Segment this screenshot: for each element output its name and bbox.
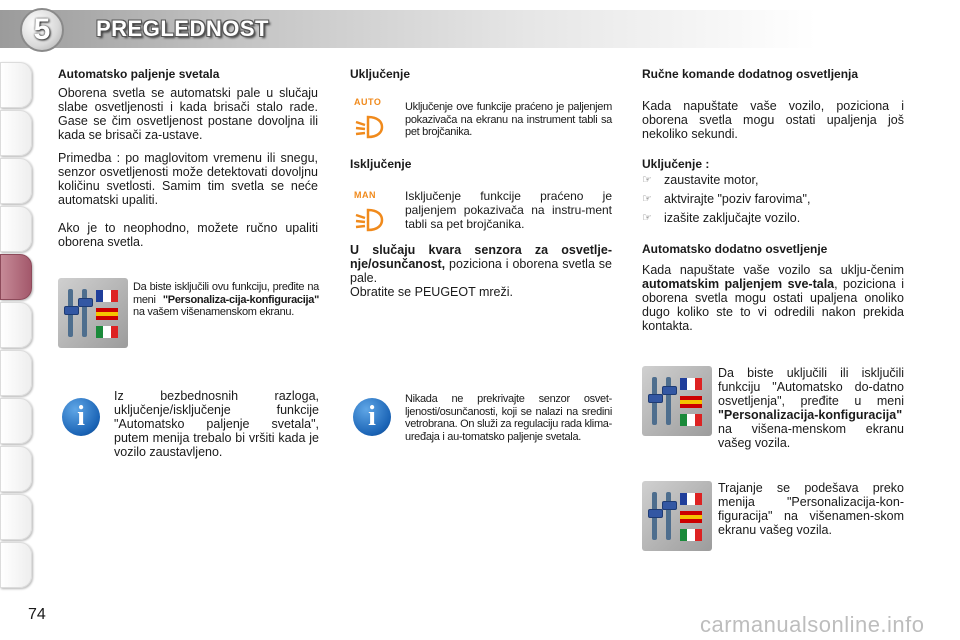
manual-light-warning-icon: MAN: [354, 190, 394, 245]
auto-guide-me-home-heading: Automatsko dodatno osvetljenje: [642, 242, 828, 256]
chapter-tab-10[interactable]: [0, 494, 32, 540]
guide-me-home-config-note: Da biste uključili ili isključili funkciju "Automatsko do-datno osvetljenja", pređite u meni "Personalizacija-konfiguracija" na višena-menskom ekranu vašeg vozila.: [718, 366, 904, 450]
info-icon: i: [353, 398, 391, 436]
activation-heading: Uključenje :: [642, 157, 710, 171]
config-menu-icon: [642, 481, 712, 551]
duration-config-note: Trajanje se podešava preko menija "Personalizacija-kon-figuracija" na višenamen-skom ekranu vašeg vozila.: [718, 481, 904, 537]
auto-lighting-config-note: Da biste isključili ovu funkciju, pređite na meni "Personaliza-cija-konfiguracija" na vašem višenamenskom ekranu.: [133, 281, 319, 318]
info-icon: i: [62, 398, 100, 436]
config-menu-icon: [58, 278, 128, 348]
chapter-tab-7[interactable]: [0, 350, 32, 396]
switch-on-text: Uključenje ove funkcije praćeno je paljenjem pokazivača na ekranu na instrument tabli sa pet brojčanika.: [405, 101, 612, 138]
config-menu-icon: [642, 366, 712, 436]
switch-on-heading: Uključenje: [350, 67, 411, 81]
auto-lighting-manual: Ako je to neophodno, možete ručno upaliti oborena svetla.: [58, 221, 318, 249]
manual-guide-me-home-text: Kada napuštate vaše vozilo, poziciona i oborena svetla mogu ostati upaljenja još nekoliko sekundi.: [642, 99, 904, 141]
sensor-fault-text: U slučaju kvara senzora za osvetlje-nje/osunčanost, poziciona i oborena svetla se pale.: [350, 243, 612, 285]
chapter-tab-4[interactable]: [0, 206, 32, 252]
chapter-tab-6[interactable]: [0, 302, 32, 348]
pointing-hand-icon: ☞: [642, 193, 652, 205]
chapter-number-badge: 5: [20, 8, 64, 52]
manual-guide-me-home-heading: Ručne komande dodatnog osvetljenja: [642, 67, 859, 81]
activation-steps: [642, 170, 904, 227]
safety-info-note: Iz bezbednosnih razloga, uključenje/isključenje funkcije "Automatsko paljenje svetala", putem menija trebalo bi vršiti kada je vozilo zaustavljeno.: [114, 389, 319, 459]
list-item: ☞ aktvirajte "poziv farovima",: [642, 191, 811, 206]
switch-off-text: Isključenje funkcije praćeno je paljenjem pokazivača na instru-ment tabli sa pet brojčanika.: [405, 189, 612, 231]
list-item: ☞ izašite zaključajte vozilo.: [642, 210, 801, 225]
list-item: ☞ zaustavite motor,: [642, 172, 759, 187]
page-number: 74: [28, 606, 46, 623]
auto-light-warning-icon: AUTO: [354, 97, 394, 152]
pointing-hand-icon: ☞: [642, 174, 652, 186]
auto-lighting-text-1: Oborena svetla se automatski pale u slučaju slabe osvetljenosti i kada brisači stalo rade. Gase se čim osvetljenost postane dovoljna ili kada se brisači za-ustave.: [58, 86, 318, 142]
page-title: PREGLEDNOST: [96, 16, 269, 41]
chapter-tab-1[interactable]: [0, 62, 32, 108]
chapter-tab-9[interactable]: [0, 446, 32, 492]
chapter-tab-11[interactable]: [0, 542, 32, 588]
auto-guide-me-home-text: Kada napuštate vaše vozilo sa uklju-čenim automatskim paljenjem sve-tala, poziciona i oborena svetla mogu ostati upaljena onoliko dugo koliko ste to vi odredili nakon prekida kontakta.: [642, 263, 904, 333]
chapter-tab-3[interactable]: [0, 158, 32, 204]
watermark: carmanualsonline.info: [700, 612, 925, 637]
chapter-tab-5-active[interactable]: [0, 254, 32, 300]
contact-peugeot-text: Obratite se PEUGEOT mreži.: [350, 285, 514, 299]
chapter-tab-2[interactable]: [0, 110, 32, 156]
switch-off-heading: Isključenje: [350, 157, 412, 171]
auto-lighting-heading: Automatsko paljenje svetala: [58, 67, 220, 81]
pointing-hand-icon: ☞: [642, 212, 652, 224]
sensor-cover-warning: Nikada ne prekrivajte senzor osvet-ljenosti/osunčanosti, koji se nalazi na sredini vetrobrana. On služi za regulaciju rada klima-uređaja i au-tomatsko paljenje svetala.: [405, 393, 612, 443]
chapter-tab-8[interactable]: [0, 398, 32, 444]
auto-lighting-remark: Primedba : po maglovitom vremenu ili snegu, senzor osvetljenosti može detektovati dovoljnu količinu svetlosti. Samim tim svetla se neće automatski upaliti.: [58, 151, 318, 207]
